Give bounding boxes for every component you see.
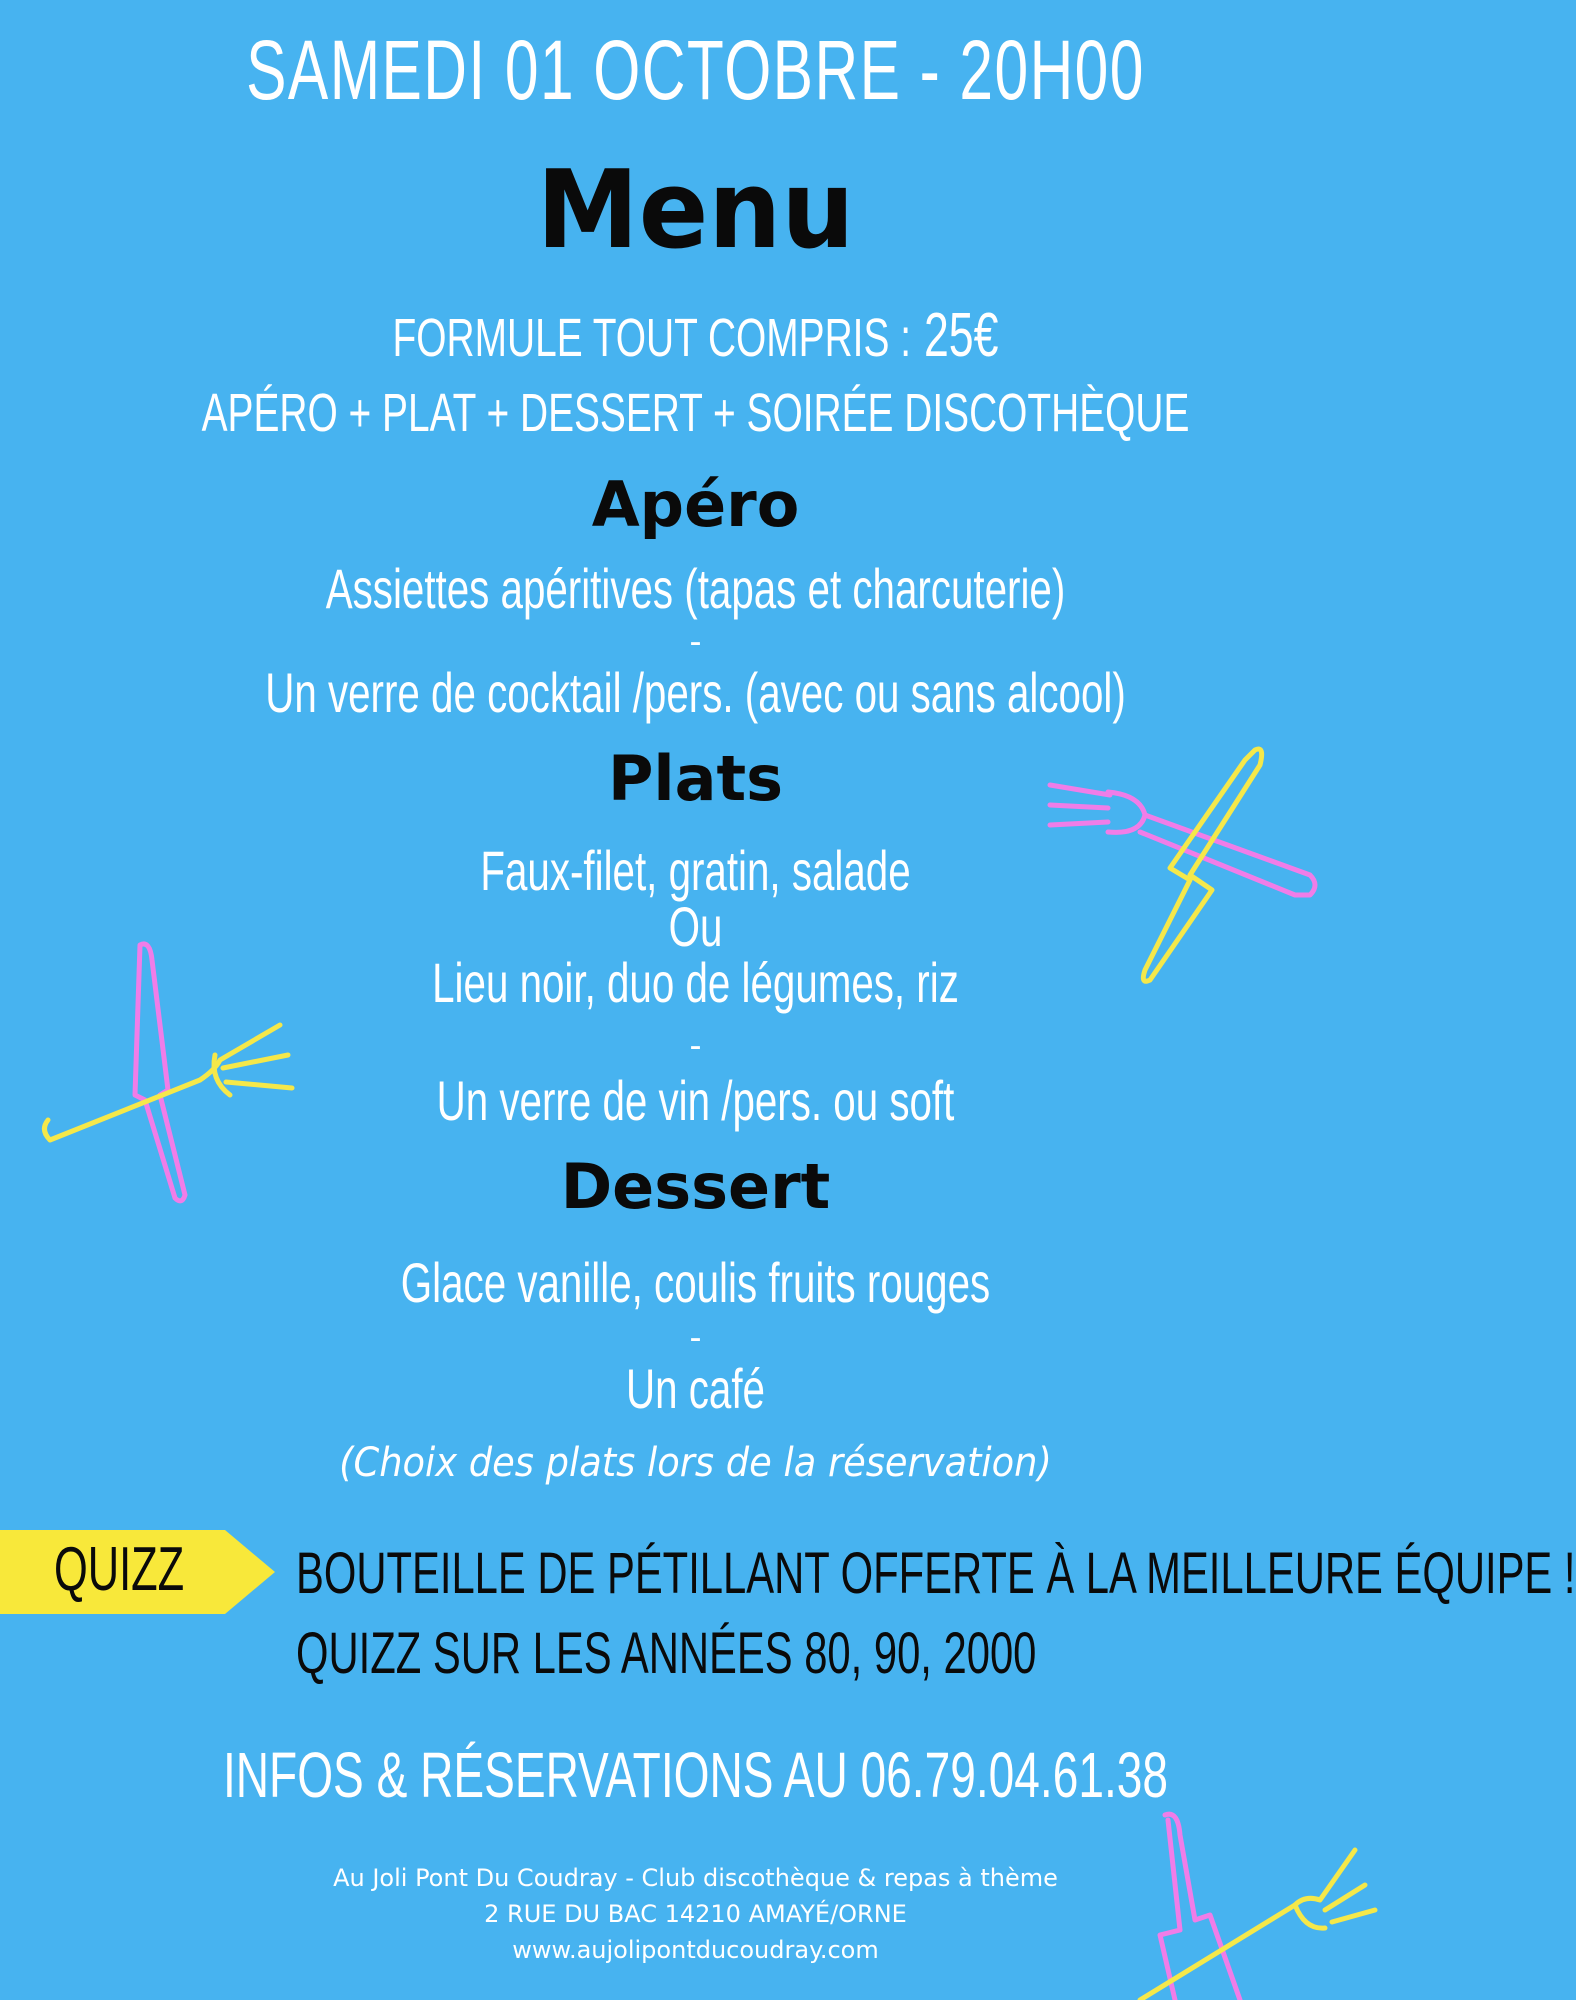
section-title-dessert: Dessert (560, 1150, 831, 1223)
section-title-plats: Plats (607, 742, 784, 815)
knife-icon (1143, 749, 1261, 981)
plats-item: Lieu noir, duo de légumes, riz (432, 951, 959, 1014)
knife-icon (135, 944, 185, 1201)
quizz-theme: QUIZZ SUR LES ANNÉES 80, 90, 2000 (296, 1621, 1037, 1686)
cutlery-decoration-right (1040, 740, 1340, 1000)
separator: - (689, 620, 702, 661)
footer-website[interactable]: www.aujolipontducoudray.com (512, 1936, 879, 1964)
event-date: SAMEDI 01 OCTOBRE - 20H00 (246, 23, 1145, 117)
cutlery-decoration-bottom (1120, 1810, 1391, 2000)
infos-reservations: INFOS & RÉSERVATIONS AU 06.79.04.61.38 (222, 1739, 1169, 1811)
formule-detail: APÉRO + PLAT + DESSERT + SOIRÉE DISCOTHÈQUE (201, 383, 1190, 443)
formule-label: FORMULE TOUT COMPRIS : (392, 308, 912, 368)
dessert-item: Glace vanille, coulis fruits rouges (400, 1251, 991, 1314)
apero-item: Assiettes apéritives (tapas et charcuterie) (325, 557, 1066, 620)
cutlery-decoration-left (40, 940, 320, 1210)
plats-item: Un verre de vin /pers. ou soft (436, 1069, 955, 1132)
reservation-note: (Choix des plats lors de la réservation) (339, 1440, 1052, 1486)
quizz-prize: BOUTEILLE DE PÉTILLANT OFFERTE À LA MEILLEURE ÉQUIPE ! (296, 1541, 1576, 1606)
quizz-label: QUIZZ (54, 1535, 185, 1604)
formule-price: 25€ (923, 301, 999, 370)
menu-title: Menu (536, 148, 855, 273)
dessert-item: Un café (626, 1357, 765, 1420)
separator: - (689, 1024, 702, 1065)
formule-line (195, 300, 1197, 371)
knife-icon (1160, 1814, 1240, 2000)
plats-or: Ou (668, 895, 723, 958)
separator: - (689, 1316, 702, 1357)
fork-icon (1050, 785, 1315, 895)
footer-address: 2 RUE DU BAC 14210 AMAYÉ/ORNE (484, 1900, 907, 1928)
footer-venue: Au Joli Pont Du Coudray - Club discothèque & repas à thème (333, 1864, 1058, 1892)
section-title-apero: Apéro (591, 468, 800, 541)
apero-item: Un verre de cocktail /pers. (avec ou sans alcool) (265, 661, 1126, 724)
plats-item: Faux-filet, gratin, salade (480, 839, 911, 902)
